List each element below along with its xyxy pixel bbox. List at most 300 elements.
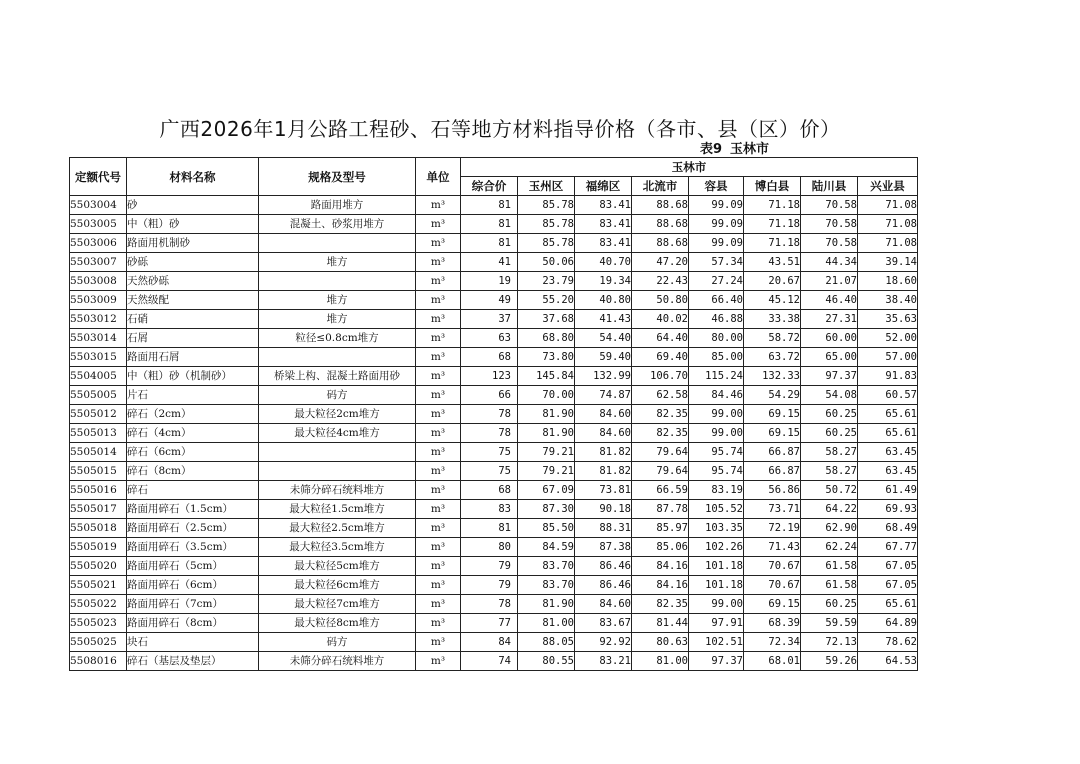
row-unit: m³	[416, 234, 461, 253]
row-price: 27.31	[801, 310, 858, 329]
table-row	[70, 272, 918, 291]
row-code: 5505012	[70, 405, 127, 424]
row-price: 70.58	[801, 215, 858, 234]
row-unit: m³	[416, 614, 461, 633]
row-spec: 码方	[259, 386, 416, 405]
row-price: 99.00	[689, 405, 744, 424]
row-price: 73.71	[744, 500, 801, 519]
row-material-name: 天然砂砾	[127, 272, 259, 291]
row-material-name: 路面用碎石（2.5cm）	[127, 519, 259, 538]
table-row	[70, 386, 918, 405]
row-unit: m³	[416, 367, 461, 386]
row-price: 71.18	[744, 215, 801, 234]
row-price: 83.41	[575, 196, 632, 215]
row-price: 64.22	[801, 500, 858, 519]
row-unit: m³	[416, 386, 461, 405]
row-price: 71.18	[744, 196, 801, 215]
row-material-name: 碎石（基层及垫层）	[127, 652, 259, 671]
row-price: 85.78	[518, 234, 575, 253]
header-name: 材料名称	[127, 158, 259, 196]
row-price: 80.55	[518, 652, 575, 671]
row-price: 63.45	[858, 443, 918, 462]
row-unit: m³	[416, 424, 461, 443]
row-price: 99.00	[689, 595, 744, 614]
row-spec: 最大粒径2cm堆方	[259, 405, 416, 424]
table-row	[70, 310, 918, 329]
row-price: 67.05	[858, 576, 918, 595]
row-price: 52.00	[858, 329, 918, 348]
row-price: 81.44	[632, 614, 689, 633]
row-price: 81.82	[575, 462, 632, 481]
row-code: 5505018	[70, 519, 127, 538]
row-spec: 最大粒径2.5cm堆方	[259, 519, 416, 538]
row-price: 85.00	[689, 348, 744, 367]
row-spec: 最大粒径8cm堆方	[259, 614, 416, 633]
header-code: 定额代号	[70, 158, 127, 196]
row-material-name: 路面用碎石（7cm）	[127, 595, 259, 614]
row-price: 60.25	[801, 595, 858, 614]
row-price: 92.92	[575, 633, 632, 652]
row-price: 97.91	[689, 614, 744, 633]
row-spec: 桥梁上构、混凝土路面用砂	[259, 367, 416, 386]
row-material-name: 路面用石屑	[127, 348, 259, 367]
row-unit: m³	[416, 633, 461, 652]
row-code: 5505025	[70, 633, 127, 652]
table-row	[70, 291, 918, 310]
row-price: 63.72	[744, 348, 801, 367]
row-price: 64.89	[858, 614, 918, 633]
row-price: 80.00	[689, 329, 744, 348]
row-unit: m³	[416, 272, 461, 291]
row-spec	[259, 234, 416, 253]
row-price: 64.40	[632, 329, 689, 348]
table-row	[70, 538, 918, 557]
row-price: 88.68	[632, 215, 689, 234]
row-code: 5505021	[70, 576, 127, 595]
row-price: 47.20	[632, 253, 689, 272]
row-price: 78.62	[858, 633, 918, 652]
row-price: 41	[461, 253, 518, 272]
header-region: 博白县	[744, 177, 801, 196]
row-price: 145.84	[518, 367, 575, 386]
row-material-name: 路面用碎石（3.5cm）	[127, 538, 259, 557]
row-price: 38.40	[858, 291, 918, 310]
row-price: 61.58	[801, 557, 858, 576]
row-spec: 最大粒径6cm堆方	[259, 576, 416, 595]
row-spec: 堆方	[259, 253, 416, 272]
row-material-name: 中（粗）砂（机制砂）	[127, 367, 259, 386]
row-price: 61.49	[858, 481, 918, 500]
row-price: 95.74	[689, 462, 744, 481]
table-row	[70, 234, 918, 253]
row-price: 103.35	[689, 519, 744, 538]
price-table	[69, 157, 918, 671]
row-price: 44.34	[801, 253, 858, 272]
row-spec: 未筛分碎石统料堆方	[259, 481, 416, 500]
row-price: 40.80	[575, 291, 632, 310]
row-code: 5503007	[70, 253, 127, 272]
row-unit: m³	[416, 462, 461, 481]
row-code: 5505020	[70, 557, 127, 576]
row-price: 69.93	[858, 500, 918, 519]
row-price: 83.19	[689, 481, 744, 500]
row-price: 70.00	[518, 386, 575, 405]
row-price: 81.90	[518, 405, 575, 424]
table-row	[70, 443, 918, 462]
row-price: 85.78	[518, 215, 575, 234]
row-price: 46.40	[801, 291, 858, 310]
row-price: 84.46	[689, 386, 744, 405]
row-material-name: 碎石（4cm）	[127, 424, 259, 443]
row-price: 82.35	[632, 595, 689, 614]
row-price: 69.15	[744, 595, 801, 614]
row-spec: 码方	[259, 633, 416, 652]
table-row	[70, 595, 918, 614]
row-price: 65.61	[858, 405, 918, 424]
row-spec: 最大粒径5cm堆方	[259, 557, 416, 576]
row-code: 5504005	[70, 367, 127, 386]
row-price: 81.90	[518, 595, 575, 614]
row-price: 83.70	[518, 557, 575, 576]
table-row	[70, 367, 918, 386]
row-price: 59.26	[801, 652, 858, 671]
row-price: 77	[461, 614, 518, 633]
city-label: 玉林市	[730, 142, 770, 157]
table-row	[70, 215, 918, 234]
table-row	[70, 481, 918, 500]
row-code: 5503015	[70, 348, 127, 367]
row-code: 5503012	[70, 310, 127, 329]
row-price: 81.90	[518, 424, 575, 443]
row-price: 123	[461, 367, 518, 386]
table-row	[70, 633, 918, 652]
header-region: 陆川县	[801, 177, 858, 196]
row-price: 57.00	[858, 348, 918, 367]
row-price: 22.43	[632, 272, 689, 291]
row-price: 84	[461, 633, 518, 652]
row-price: 81	[461, 234, 518, 253]
row-price: 63	[461, 329, 518, 348]
row-price: 56.86	[744, 481, 801, 500]
row-price: 19.34	[575, 272, 632, 291]
row-price: 83.41	[575, 215, 632, 234]
header-region: 北流市	[632, 177, 689, 196]
row-material-name: 碎石（2cm）	[127, 405, 259, 424]
row-price: 20.67	[744, 272, 801, 291]
row-price: 105.52	[689, 500, 744, 519]
row-price: 46.88	[689, 310, 744, 329]
table-row	[70, 196, 918, 215]
row-code: 5505015	[70, 462, 127, 481]
row-price: 72.34	[744, 633, 801, 652]
row-price: 83.67	[575, 614, 632, 633]
row-spec: 最大粒径3.5cm堆方	[259, 538, 416, 557]
row-code: 5503008	[70, 272, 127, 291]
table-label: 表9	[700, 142, 723, 157]
row-price: 62.24	[801, 538, 858, 557]
row-price: 35.63	[858, 310, 918, 329]
row-material-name: 石屑	[127, 329, 259, 348]
row-price: 69.15	[744, 424, 801, 443]
row-price: 86.46	[575, 576, 632, 595]
header-region: 兴业县	[858, 177, 918, 196]
row-spec	[259, 348, 416, 367]
table-row	[70, 614, 918, 633]
row-price: 85.50	[518, 519, 575, 538]
row-code: 5508016	[70, 652, 127, 671]
row-price: 60.25	[801, 424, 858, 443]
row-price: 78	[461, 424, 518, 443]
row-price: 101.18	[689, 576, 744, 595]
row-price: 62.58	[632, 386, 689, 405]
row-price: 75	[461, 443, 518, 462]
row-material-name: 石硝	[127, 310, 259, 329]
row-unit: m³	[416, 215, 461, 234]
row-price: 88.05	[518, 633, 575, 652]
row-material-name: 天然级配	[127, 291, 259, 310]
row-price: 37	[461, 310, 518, 329]
row-unit: m³	[416, 443, 461, 462]
row-code: 5505016	[70, 481, 127, 500]
row-spec: 最大粒径4cm堆方	[259, 424, 416, 443]
row-price: 80	[461, 538, 518, 557]
row-price: 73.80	[518, 348, 575, 367]
row-price: 78	[461, 405, 518, 424]
row-price: 66.40	[689, 291, 744, 310]
row-price: 72.19	[744, 519, 801, 538]
row-price: 91.83	[858, 367, 918, 386]
row-price: 71.08	[858, 196, 918, 215]
row-spec	[259, 462, 416, 481]
header-spec: 规格及型号	[259, 158, 416, 196]
row-material-name: 路面用机制砂	[127, 234, 259, 253]
row-price: 60.25	[801, 405, 858, 424]
row-price: 65.61	[858, 424, 918, 443]
row-price: 86.46	[575, 557, 632, 576]
row-unit: m³	[416, 595, 461, 614]
row-price: 79	[461, 557, 518, 576]
table-row	[70, 557, 918, 576]
row-code: 5505023	[70, 614, 127, 633]
row-price: 84.60	[575, 595, 632, 614]
row-price: 79.21	[518, 443, 575, 462]
header-unit: 单位	[416, 158, 461, 196]
row-price: 79.64	[632, 462, 689, 481]
row-price: 82.35	[632, 405, 689, 424]
row-price: 85.06	[632, 538, 689, 557]
row-price: 101.18	[689, 557, 744, 576]
row-unit: m³	[416, 348, 461, 367]
row-price: 79	[461, 576, 518, 595]
row-unit: m³	[416, 291, 461, 310]
row-material-name: 路面用碎石（8cm）	[127, 614, 259, 633]
row-material-name: 中（粗）砂	[127, 215, 259, 234]
table-row	[70, 500, 918, 519]
row-price: 79.21	[518, 462, 575, 481]
row-price: 66.87	[744, 462, 801, 481]
document-title: 广西2026年1月公路工程砂、石等地方材料指导价格（各市、县（区）价）	[159, 117, 841, 141]
row-code: 5505019	[70, 538, 127, 557]
table-row	[70, 652, 918, 671]
row-price: 87.78	[632, 500, 689, 519]
row-price: 66.59	[632, 481, 689, 500]
row-material-name: 砂砾	[127, 253, 259, 272]
header-city-group: 玉林市	[461, 158, 918, 177]
row-price: 99.00	[689, 424, 744, 443]
row-price: 68.49	[858, 519, 918, 538]
row-price: 43.51	[744, 253, 801, 272]
row-price: 97.37	[801, 367, 858, 386]
row-code: 5505014	[70, 443, 127, 462]
row-price: 73.81	[575, 481, 632, 500]
row-price: 68	[461, 348, 518, 367]
row-unit: m³	[416, 310, 461, 329]
row-code: 5505013	[70, 424, 127, 443]
row-price: 55.20	[518, 291, 575, 310]
row-price: 87.30	[518, 500, 575, 519]
row-price: 40.70	[575, 253, 632, 272]
row-price: 60.00	[801, 329, 858, 348]
row-code: 5503014	[70, 329, 127, 348]
table-row	[70, 405, 918, 424]
row-price: 88.68	[632, 196, 689, 215]
row-price: 50.72	[801, 481, 858, 500]
row-unit: m³	[416, 500, 461, 519]
table-row	[70, 348, 918, 367]
row-price: 83	[461, 500, 518, 519]
table-row	[70, 462, 918, 481]
row-price: 84.16	[632, 557, 689, 576]
row-price: 54.08	[801, 386, 858, 405]
row-unit: m³	[416, 253, 461, 272]
row-price: 68.01	[744, 652, 801, 671]
row-unit: m³	[416, 481, 461, 500]
row-material-name: 片石	[127, 386, 259, 405]
row-price: 72.13	[801, 633, 858, 652]
row-price: 68.39	[744, 614, 801, 633]
row-price: 84.60	[575, 405, 632, 424]
row-price: 45.12	[744, 291, 801, 310]
row-price: 39.14	[858, 253, 918, 272]
row-price: 59.40	[575, 348, 632, 367]
header-region: 福绵区	[575, 177, 632, 196]
row-price: 58.27	[801, 443, 858, 462]
row-price: 40.02	[632, 310, 689, 329]
row-price: 27.24	[689, 272, 744, 291]
row-price: 59.59	[801, 614, 858, 633]
row-material-name: 碎石（8cm）	[127, 462, 259, 481]
row-price: 70.58	[801, 234, 858, 253]
row-price: 75	[461, 462, 518, 481]
row-price: 132.33	[744, 367, 801, 386]
row-unit: m³	[416, 329, 461, 348]
table-row	[70, 424, 918, 443]
header-region: 玉州区	[518, 177, 575, 196]
table-row	[70, 576, 918, 595]
row-unit: m³	[416, 652, 461, 671]
row-material-name: 碎石（6cm）	[127, 443, 259, 462]
row-price: 82.35	[632, 424, 689, 443]
row-spec: 堆方	[259, 291, 416, 310]
row-price: 58.72	[744, 329, 801, 348]
row-spec	[259, 272, 416, 291]
row-price: 65.00	[801, 348, 858, 367]
row-price: 37.68	[518, 310, 575, 329]
row-price: 84.60	[575, 424, 632, 443]
row-price: 106.70	[632, 367, 689, 386]
row-code: 5503009	[70, 291, 127, 310]
header-region: 容县	[689, 177, 744, 196]
row-price: 60.57	[858, 386, 918, 405]
row-price: 62.90	[801, 519, 858, 538]
row-price: 87.38	[575, 538, 632, 557]
row-spec: 堆方	[259, 310, 416, 329]
row-price: 84.16	[632, 576, 689, 595]
row-price: 64.53	[858, 652, 918, 671]
row-price: 54.40	[575, 329, 632, 348]
row-price: 95.74	[689, 443, 744, 462]
row-price: 81	[461, 215, 518, 234]
row-price: 23.79	[518, 272, 575, 291]
row-price: 102.26	[689, 538, 744, 557]
row-price: 68	[461, 481, 518, 500]
header-region: 综合价	[461, 177, 518, 196]
row-code: 5503005	[70, 215, 127, 234]
row-price: 81	[461, 519, 518, 538]
row-price: 50.80	[632, 291, 689, 310]
row-price: 83.21	[575, 652, 632, 671]
row-material-name: 砂	[127, 196, 259, 215]
row-price: 18.60	[858, 272, 918, 291]
row-price: 71.43	[744, 538, 801, 557]
row-price: 69.40	[632, 348, 689, 367]
row-price: 70.67	[744, 557, 801, 576]
row-spec: 粒径≤0.8cm堆方	[259, 329, 416, 348]
row-spec: 最大粒径7cm堆方	[259, 595, 416, 614]
table-row	[70, 519, 918, 538]
row-price: 85.78	[518, 196, 575, 215]
row-material-name: 路面用碎石（1.5cm）	[127, 500, 259, 519]
row-price: 67.77	[858, 538, 918, 557]
row-price: 66	[461, 386, 518, 405]
row-material-name: 块石	[127, 633, 259, 652]
row-spec	[259, 443, 416, 462]
row-price: 49	[461, 291, 518, 310]
row-price: 83.70	[518, 576, 575, 595]
row-price: 58.27	[801, 462, 858, 481]
row-price: 70.67	[744, 576, 801, 595]
row-price: 65.61	[858, 595, 918, 614]
row-spec: 未筛分碎石统料堆方	[259, 652, 416, 671]
row-material-name: 路面用碎石（6cm）	[127, 576, 259, 595]
row-price: 50.06	[518, 253, 575, 272]
row-price: 88.68	[632, 234, 689, 253]
row-code: 5503004	[70, 196, 127, 215]
row-price: 33.38	[744, 310, 801, 329]
row-price: 81.82	[575, 443, 632, 462]
row-spec: 最大粒径1.5cm堆方	[259, 500, 416, 519]
row-material-name: 碎石	[127, 481, 259, 500]
row-price: 67.09	[518, 481, 575, 500]
row-unit: m³	[416, 519, 461, 538]
row-unit: m³	[416, 557, 461, 576]
row-price: 71.08	[858, 234, 918, 253]
row-price: 84.59	[518, 538, 575, 557]
row-price: 66.87	[744, 443, 801, 462]
row-price: 102.51	[689, 633, 744, 652]
row-price: 78	[461, 595, 518, 614]
row-price: 61.58	[801, 576, 858, 595]
